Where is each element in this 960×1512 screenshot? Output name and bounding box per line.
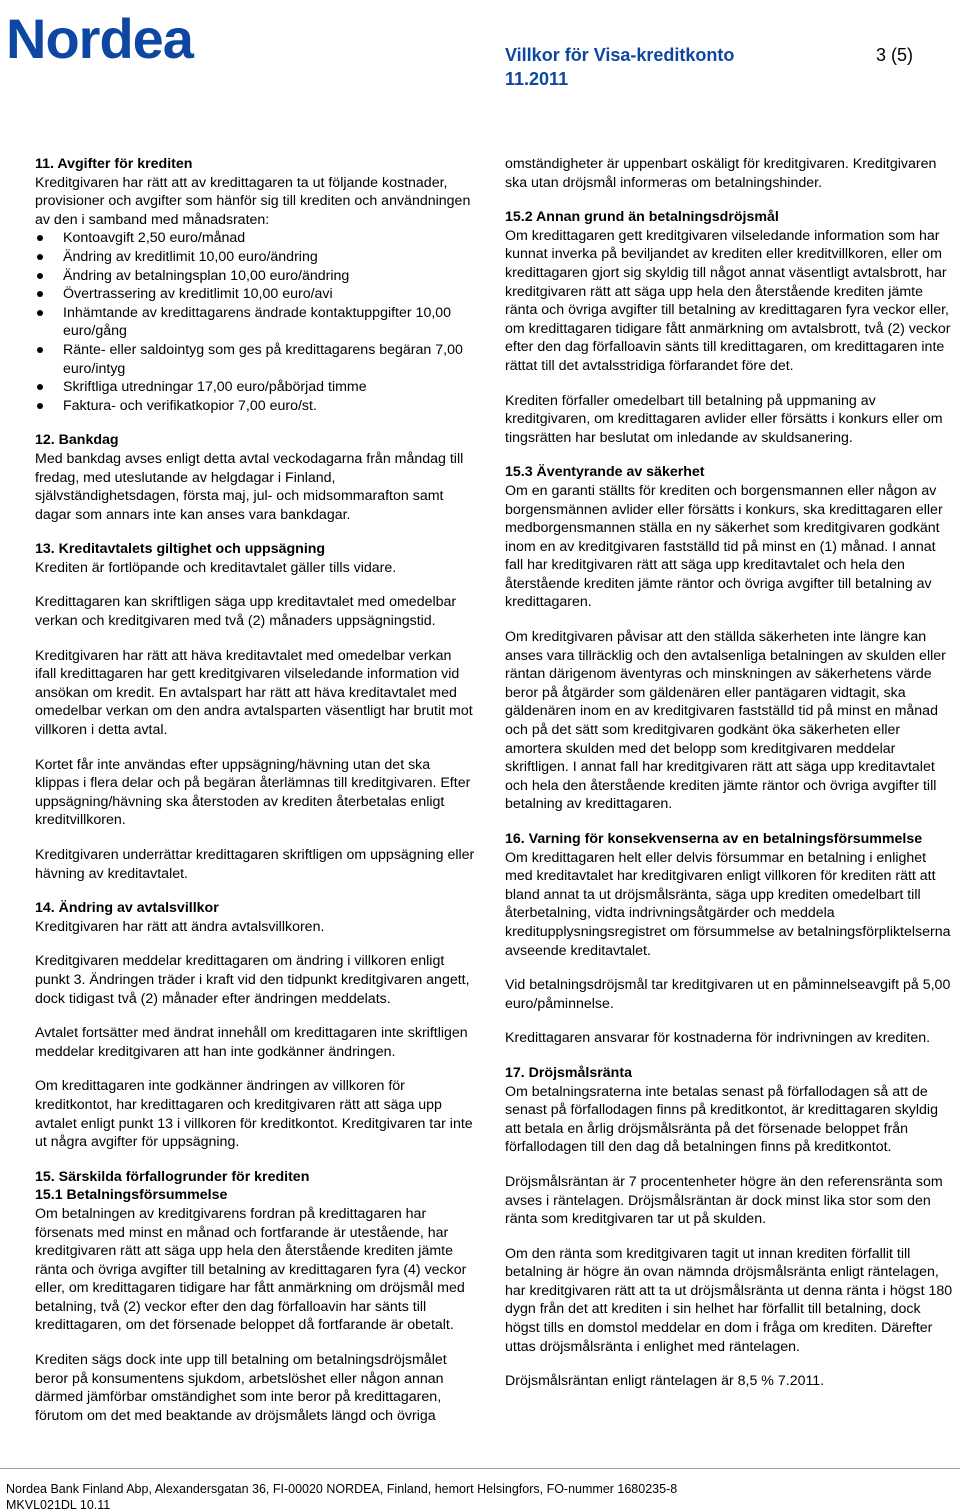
- section-14-p3: Avtalet fortsätter med ändrat innehåll om kredittagaren inte skriftligen meddelar kreditgivaren att han inte godkänner ändringen.: [35, 1025, 468, 1060]
- section-14-heading: 14. Ändring av avtalsvillkor: [35, 900, 219, 917]
- fee-item: Skriftliga utredningar 17,00 euro/påbörjad timme: [35, 378, 475, 397]
- section-12-heading: 12. Bankdag: [35, 432, 119, 449]
- fee-item: Övertrassering av kreditlimit 10,00 euro/avi: [35, 285, 475, 304]
- nordea-logo: [6, 8, 246, 68]
- section-15-2-p2: Krediten förfaller omedelbart till betalning på uppmaning av kreditgivaren, om kredittagaren avlider eller försätts i konkurs eller om tingsrätten har beslutat om inledande av skuldsanering.: [505, 392, 943, 446]
- fee-item: Inhämtande av kredittagarens ändrade kontaktuppgifter 10,00 euro/gång: [35, 304, 475, 341]
- section-17-p3: Om den ränta som kreditgivaren tagit ut innan krediten förfallit till betalning är högre än ovan nämnda dröjsmålsränta enligt räntelagen, har kreditgivaren rätt att ta ut dröjsmålsränta ut denna ränta i högst 180 dygn från det att krediten i sin helhet har förfallit till betalning, dock högst tills en domstol meddelar en dom i fråga om krediten. Därefter uttas dröjsmålsränta i enlighet med räntelagen.: [505, 1245, 953, 1355]
- section-13-p5: Kreditgivaren underrättar kredittagaren skriftligen om uppsägning eller hävning av kreditavtalet.: [35, 847, 475, 882]
- left-column: [35, 155, 475, 1441]
- section-15-3-p1: Om en garanti ställts för krediten och borgensmannen eller någon av borgensmännen avlider eller försätts i konkurs, ska kredittagaren eller medborgensmannen ställa en ny säkerhet som kreditgivaren godkänt inom en av kreditgivaren fastställd tid på minst en (1) månad. I annat fall har kreditgivaren rätt att säga upp kreditavtalet och hela den återstående krediten jämte räntor och övriga avgifter till betalning av kredittagaren.: [505, 482, 943, 611]
- document-date: 11.2011: [505, 69, 569, 89]
- fee-item: Ändring av kreditlimit 10,00 euro/ändring: [35, 248, 475, 267]
- section-12-text: Med bankdag avses enligt detta avtal veckodagarna från måndag till fredag, med uteslutande av helgdagar i Finland, självständighetsdagen, första maj, jul- och midsommarafton samt dagar som annars inte kan anses vara bankdagar.: [35, 450, 464, 523]
- section-17-p2: Dröjsmålsräntan är 7 procentenheter högre än den referensränta som avses i räntelagen. Dröjsmålsräntan är dock minst lika stor som den ränta som kreditgivaren tar ut på skulden.: [505, 1173, 943, 1228]
- document-title: Villkor för Visa-kreditkonto: [505, 45, 735, 65]
- section-13-p3: Kreditgivaren har rätt att häva kreditavtalet med omedelbar verkan ifall kredittagaren har gett kreditgivaren vilseledande information vid ansökan om kredit. En avtalspart har rätt att häva kreditavtalet med omedelbar verkan om den andra avtalsparten väsentligt har brutit mot villkoren i detta avtal.: [35, 647, 473, 739]
- section-11-intro: Kreditgivaren har rätt att av kredittagaren ta ut följande kostnader, provisioner och avgifter som hänför sig till krediten och användningen av den i samband med månadsraten:: [35, 174, 471, 228]
- section-17-heading: 17. Dröjsmålsränta: [505, 1064, 632, 1081]
- page-number: 3 (5): [876, 45, 914, 65]
- section-13-heading: 13. Kreditavtalets giltighet och uppsägning: [35, 541, 326, 558]
- right-column: [505, 155, 953, 1407]
- section-15-3-heading: 15.3 Äventyrande av säkerhet: [505, 464, 705, 481]
- footer: [0, 1468, 960, 1512]
- section-15-3-p2: Om kreditgivaren påvisar att den ställda säkerheten inte längre kan anses vara tillräcklig och den avtalsenliga betalningen av skulden eller räntan därigenom äventyras och minskningen av säkerhetens värde beror på åtgärder som gäldenären eller pantägaren vidtagit, ska gäldenären inom en av kreditgivaren fastställd tid på minst en månad och på det sätt som kreditgivaren godkänt öka säkerheten eller amortera skulden med det belopp som kreditgivaren meddelar skriftligen. I annat fall har kreditgivaren rätt att säga upp kreditavtalet och hela den återstående krediten jämte räntor och övriga avgifter till betalning av kredittagaren.: [505, 629, 946, 813]
- section-13-p4: Kortet får inte användas efter uppsägning/hävning utan det ska klippas i flera delar och på begäran återlämnas till kreditgivaren. Efter uppsägning/hävning ska återstoden av krediten återbetalas enligt kreditvillkoren.: [35, 756, 471, 829]
- section-13-p1: Krediten är fortlöpande och kreditavtalet gäller tills vidare.: [35, 559, 397, 576]
- section-16-p2: Vid betalningsdröjsmål tar kreditgivaren ut en påminnelseavgift på 5,00 euro/påminnelse.: [505, 977, 951, 1012]
- section-14-p2: Kreditgivaren meddelar kredittagaren om ändring i villkoren enligt punkt 3. Ändringen träder i kraft vid den tidpunkt kreditgivaren angett, dock tidigast två (2) månader efter ändringen meddelats.: [35, 953, 470, 1007]
- section-13-p2: Kredittagaren kan skriftligen säga upp kreditavtalet med omedelbar verkan och kreditgivaren med två (2) månaders uppsägningstid.: [35, 594, 457, 630]
- section-14-p1: Kreditgivaren har rätt att ändra avtalsvillkoren.: [35, 918, 325, 935]
- section-16-p1: Om kredittagaren helt eller delvis försummar en betalning i enlighet med kreditavtalet har kreditgivaren enligt villkoren för krediten rätt att bland annat ta ut dröjsmålsränta, säga upp krediten omedelbart till återbetalning, vidta indrivningsåtgärder och meddela kreditupplysningsregistret om försummelse av betalningsförpliktelserna avseende kreditavtalet.: [505, 849, 951, 959]
- section-14-p4: Om kredittagaren inte godkänner ändringen av villkoren för kreditkontot, har kredittagaren och kreditgivaren rätt att säga upp avtalet enligt punkt 13 i villkoren för kreditkontot. Kreditgivaren tar inte ut några avgifter för uppsägning.: [35, 1078, 473, 1151]
- section-15-1-p1: Om betalningen av kreditgivarens fordran på kredittagaren har försenats med minst en månad och fortfarande är utestående, har kreditgivaren rätt att säga upp hela den återstående krediten jämte ränta och övriga avgifter till betalning av kredittagaren fyra (4) veckor eller, om kredittagaren tidigare har fått anmärkning om dröjsmål med betalning, två (2) veckor efter den dag förfalloavin har sänts till kredittagaren, om det försenade beloppet då fortfarande är obetalt.: [35, 1205, 467, 1334]
- section-15-1-p2: Krediten sägs dock inte upp till betalning om betalningsdröjsmålet beror på konsumentens sjukdom, arbetslöshet eller någon annan därmed jämförbar omständighet som inte beror på kredittagaren, förutom om det med beaktande av dröjsmålets längd och övriga: [35, 1352, 447, 1424]
- fee-item: Kontoavgift 2,50 euro/månad: [35, 229, 475, 248]
- section-15-1-continued: omständigheter är uppenbart oskäligt för kreditgivaren. Kreditgivaren ska utan dröjsmål informeras om betalningshinder.: [505, 156, 937, 191]
- fee-item: Ränte- eller saldointyg som ges på kredittagarens begäran 7,00 euro/intyg: [35, 341, 475, 378]
- section-17-p1: Om betalningsraterna inte betalas senast på förfallodagen så att de senast på förfallodagen finns på kreditkontot, är kredittagaren skyldig att betala en årlig dröjsmålsränta på det försenade beloppet från förfallodagen till den dag då betalningen finns på kreditkontot.: [505, 1083, 938, 1156]
- logo-text: Nordea: [6, 8, 193, 68]
- fee-item: Ändring av betalningsplan 10,00 euro/ändring: [35, 267, 475, 286]
- section-15-1-heading: 15.1 Betalningsförsummelse: [35, 1187, 228, 1204]
- section-15-heading: 15. Särskilda förfallogrunder för krediten: [35, 1168, 310, 1185]
- section-16-heading: 16. Varning för konsekvenserna av en betalningsförsummelse: [505, 831, 923, 847]
- fee-list: [35, 229, 475, 415]
- footer-address: Nordea Bank Finland Abp, Alexandersgatan 36, FI-00020 NORDEA, Finland, hemort Helsingfors, FO-nummer 1680235-8: [6, 1482, 678, 1496]
- section-15-2-heading: 15.2 Annan grund än betalningsdröjsmål: [505, 209, 779, 226]
- section-11-heading: 11. Avgifter för krediten: [35, 156, 193, 172]
- fee-item: Faktura- och verifikatkopior 7,00 euro/st.: [35, 397, 475, 416]
- section-17-p4: Dröjsmålsräntan enligt räntelagen är 8,5 % 7.2011.: [505, 1373, 825, 1390]
- footer-code: MKVL021DL 10.11: [6, 1498, 111, 1512]
- section-16-p3: Kredittagaren ansvarar för kostnaderna för indrivningen av krediten.: [505, 1030, 931, 1047]
- section-15-2-p1: Om kredittagaren gett kreditgivaren vilseledande information som har kunnat inverka på beviljandet av krediten eller kreditvillkoren, eller om kredittagaren gjort sig skyldig till något annat väsentligt avtalsbrott, har kreditgivaren rätt att säga upp hela den återstående krediten jämte ränta och övriga avgifter till betalning av kredittagaren fyra veckor eller, om kredittagaren tidigare fått anmärkning om avtalsbrott, två (2) veckor efter den dag förfalloavin sänts till kredittagaren, om kredittagaren inte rättat till det avtalsstridiga förfarandet före det.: [505, 227, 951, 374]
